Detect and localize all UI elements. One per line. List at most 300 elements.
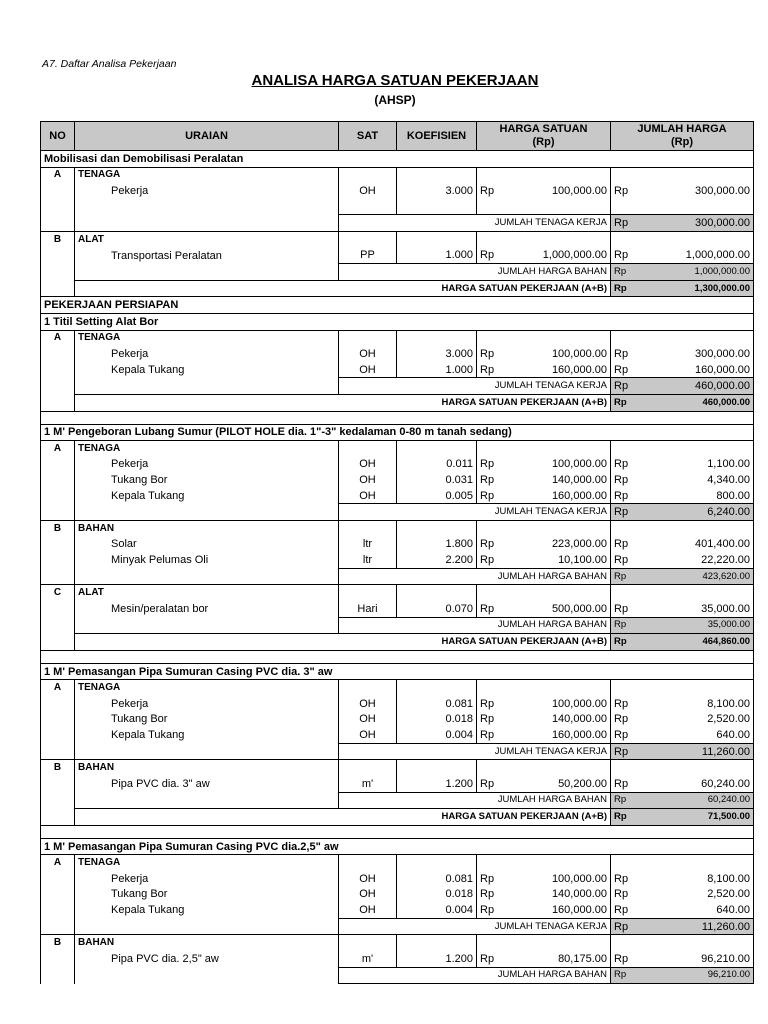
subtotal-row: [41, 378, 754, 395]
rp-label: Rp: [480, 489, 495, 502]
item-coefficient: 0.031: [397, 472, 477, 488]
item-coefficient: 0.018: [397, 712, 477, 728]
item-unit: OH: [339, 472, 397, 488]
rp-label: Rp: [480, 952, 495, 965]
item-unit: ltr: [339, 552, 397, 568]
rp-label: Rp: [614, 713, 629, 726]
item-unit-price: 1,000,000.00: [507, 248, 611, 264]
rp-label: Rp: [611, 215, 641, 232]
item-name: Kepala Tukang: [75, 727, 339, 743]
table-row: [41, 183, 754, 199]
cell-blank: [41, 967, 75, 984]
cell-blank: [477, 199, 507, 215]
table-row: [41, 488, 754, 504]
cell-blank: [41, 887, 75, 903]
cell-blank: [41, 743, 75, 760]
item-name: Minyak Pelumas Oli: [75, 552, 339, 568]
page-title: ANALISA HARGA SATUAN PEKERJAAN: [251, 72, 539, 89]
item-name: Mesin/peralatan bor: [75, 601, 339, 617]
section-title-row: [41, 838, 754, 855]
cell-blank: [507, 855, 611, 871]
item-coefficient: 1.200: [397, 951, 477, 967]
cell-blank: [641, 585, 754, 601]
cell-blank: [339, 521, 397, 537]
section-title: Mobilisasi dan Demobilisasi Peralatan: [41, 151, 754, 168]
cell-blank: [41, 918, 75, 935]
subtotal-value: 460,000.00: [641, 378, 754, 395]
item-coefficient: 0.018: [397, 887, 477, 903]
cell-blank: [41, 457, 75, 473]
subtotal-label: JUMLAH TENAGA KERJA: [339, 743, 611, 760]
table-header-row: [41, 122, 754, 151]
grand-total-row: [41, 809, 754, 826]
spacer-row: [41, 199, 754, 215]
category-letter: B: [41, 935, 75, 951]
cell-blank: [339, 231, 397, 247]
item-name: Tukang Bor: [75, 887, 339, 903]
item-name: Pekerja: [75, 696, 339, 712]
category-row: [41, 585, 754, 601]
item-unit: OH: [339, 696, 397, 712]
category-row: [41, 231, 754, 247]
item-name: Transportasi Peralatan: [75, 248, 339, 264]
separator-row: [41, 825, 754, 838]
category-name: BAHAN: [75, 760, 339, 776]
subtotal-label: JUMLAH TENAGA KERJA: [339, 378, 611, 395]
item-unit-price: 50,200.00: [507, 776, 611, 792]
cell-blank: [507, 760, 611, 776]
category-row: [41, 680, 754, 696]
cell-blank: [75, 918, 339, 935]
cell-blank: [41, 280, 75, 297]
subtotal-label: JUMLAH HARGA BAHAN: [339, 967, 611, 984]
item-coefficient: 1.000: [397, 248, 477, 264]
section-title: 1 M' Pengeboran Lubang Sumur (PILOT HOLE dia. 1"-3" kedalaman 0-80 m tanah sedang): [41, 424, 754, 441]
cell-blank: [41, 472, 75, 488]
item-name: Kepala Tukang: [75, 902, 339, 918]
subtotal-value: 11,260.00: [641, 918, 754, 935]
subtotal-label: JUMLAH TENAGA KERJA: [339, 918, 611, 935]
item-total: 1,000,000.00: [641, 248, 754, 264]
item-unit: m': [339, 776, 397, 792]
cell-blank: [41, 264, 75, 281]
subtotal-row: [41, 504, 754, 521]
cell-blank: [477, 680, 507, 696]
item-unit-price: 100,000.00: [507, 346, 611, 362]
subtotal-value: 300,000.00: [641, 215, 754, 232]
grand-total-label: HARGA SATUAN PEKERJAAN (A+B): [75, 809, 611, 826]
cell-blank: [41, 650, 754, 663]
category-name: ALAT: [75, 231, 339, 247]
subtotal-row: [41, 792, 754, 809]
rp-label: Rp: [611, 967, 641, 984]
cell-blank: [41, 552, 75, 568]
cell-blank: [41, 215, 75, 232]
item-coefficient: 0.081: [397, 871, 477, 887]
subtotal-row: [41, 918, 754, 935]
item-name: Pipa PVC dia. 3" aw: [75, 776, 339, 792]
item-coefficient: 1.800: [397, 537, 477, 553]
item-unit: OH: [339, 362, 397, 378]
item-unit-price: 100,000.00: [507, 457, 611, 473]
category-row: [41, 935, 754, 951]
cell-blank: [339, 585, 397, 601]
grand-total-value: 464,860.00: [641, 634, 754, 651]
cell-blank: [41, 504, 75, 521]
rp-label: Rp: [611, 792, 641, 809]
rp-label: Rp: [614, 347, 629, 360]
item-unit-price: 160,000.00: [507, 488, 611, 504]
rp-label: Rp: [480, 474, 495, 487]
item-total: 300,000.00: [641, 183, 754, 199]
cell-blank: [641, 935, 754, 951]
section-title: 1 M' Pemasangan Pipa Sumuran Casing PVC dia.2,5" aw: [41, 838, 754, 855]
cell-blank: [397, 330, 477, 346]
subtotal-value: 1,000,000.00: [641, 264, 754, 281]
category-letter: B: [41, 760, 75, 776]
cell-blank: [611, 231, 641, 247]
table-row: [41, 712, 754, 728]
cell-blank: [477, 855, 507, 871]
item-total: 160,000.00: [641, 362, 754, 378]
section-title: 1 M' Pemasangan Pipa Sumuran Casing PVC dia. 3" aw: [41, 663, 754, 680]
subtotal-label: JUMLAH HARGA BAHAN: [339, 264, 611, 281]
rp-label: Rp: [614, 249, 629, 262]
item-unit: OH: [339, 457, 397, 473]
cell-blank: [397, 167, 477, 183]
table-row: [41, 457, 754, 473]
rp-label: Rp: [614, 777, 629, 790]
rp-label: Rp: [611, 634, 641, 651]
category-name: BAHAN: [75, 935, 339, 951]
item-unit-price: 140,000.00: [507, 472, 611, 488]
header-harga-satuan: HARGA SATUAN (Rp): [477, 122, 611, 151]
cell-blank: [611, 855, 641, 871]
cell-blank: [41, 792, 75, 809]
table-row: [41, 537, 754, 553]
cell-blank: [75, 792, 339, 809]
item-total: 800.00: [641, 488, 754, 504]
document-caption: A7. Daftar Analisa Pekerjaan: [42, 58, 177, 70]
cell-blank: [641, 441, 754, 457]
item-unit-price: 223,000.00: [507, 537, 611, 553]
rp-label: Rp: [480, 458, 495, 471]
table-row: [41, 776, 754, 792]
cell-blank: [41, 199, 75, 215]
cell-blank: [397, 680, 477, 696]
cell-blank: [339, 935, 397, 951]
cell-blank: [75, 264, 339, 281]
subtotal-row: [41, 617, 754, 634]
table-row: [41, 346, 754, 362]
section-title: 1 Titil Setting Alat Bor: [41, 313, 754, 330]
rp-label: Rp: [614, 872, 629, 885]
cell-blank: [41, 712, 75, 728]
category-name: BAHAN: [75, 521, 339, 537]
cell-blank: [641, 855, 754, 871]
rp-label: Rp: [480, 554, 495, 567]
subtotal-value: 35,000.00: [641, 617, 754, 634]
cell-blank: [41, 248, 75, 264]
item-unit-price: 100,000.00: [507, 183, 611, 199]
cell-blank: [397, 760, 477, 776]
subtotal-row: [41, 967, 754, 984]
cell-blank: [339, 199, 397, 215]
cell-blank: [507, 441, 611, 457]
subtotal-value: 423,620.00: [641, 568, 754, 585]
item-name: Pekerja: [75, 457, 339, 473]
item-name: Kepala Tukang: [75, 362, 339, 378]
rp-label: Rp: [611, 280, 641, 297]
separator-row: [41, 650, 754, 663]
item-unit: OH: [339, 712, 397, 728]
subtotal-label: JUMLAH HARGA BAHAN: [339, 617, 611, 634]
rp-label: Rp: [611, 918, 641, 935]
cell-blank: [611, 199, 641, 215]
section-title-row: [41, 663, 754, 680]
cell-blank: [641, 231, 754, 247]
item-coefficient: 0.070: [397, 601, 477, 617]
table-row: [41, 727, 754, 743]
grand-total-row: [41, 394, 754, 411]
rp-label: Rp: [614, 728, 629, 741]
item-name: Pekerja: [75, 871, 339, 887]
item-unit-price: 100,000.00: [507, 696, 611, 712]
category-row: [41, 441, 754, 457]
rp-label: Rp: [480, 888, 495, 901]
category-row: [41, 521, 754, 537]
rp-label: Rp: [480, 713, 495, 726]
item-unit-price: 160,000.00: [507, 362, 611, 378]
item-unit: OH: [339, 183, 397, 199]
cell-blank: [41, 809, 75, 826]
category-name: TENAGA: [75, 680, 339, 696]
item-total: 640.00: [641, 727, 754, 743]
rp-label: Rp: [480, 872, 495, 885]
rp-label: Rp: [614, 489, 629, 502]
item-total: 640.00: [641, 902, 754, 918]
rp-label: Rp: [480, 728, 495, 741]
table-row: [41, 552, 754, 568]
cell-blank: [507, 330, 611, 346]
rp-label: Rp: [614, 888, 629, 901]
cell-blank: [41, 951, 75, 967]
cell-blank: [507, 585, 611, 601]
rp-label: Rp: [614, 363, 629, 376]
cell-blank: [41, 346, 75, 362]
table-row: [41, 902, 754, 918]
item-name: Kepala Tukang: [75, 488, 339, 504]
rp-label: Rp: [611, 394, 641, 411]
cell-blank: [477, 330, 507, 346]
item-unit: OH: [339, 346, 397, 362]
subtotal-value: 6,240.00: [641, 504, 754, 521]
cell-blank: [477, 441, 507, 457]
item-coefficient: 2.200: [397, 552, 477, 568]
item-name: Pekerja: [75, 183, 339, 199]
category-letter: B: [41, 231, 75, 247]
item-coefficient: 3.000: [397, 346, 477, 362]
subtotal-label: JUMLAH TENAGA KERJA: [339, 215, 611, 232]
item-total: 60,240.00: [641, 776, 754, 792]
table-row: [41, 696, 754, 712]
cell-blank: [339, 760, 397, 776]
cell-blank: [611, 760, 641, 776]
cell-blank: [477, 167, 507, 183]
cell-blank: [41, 183, 75, 199]
rp-label: Rp: [480, 903, 495, 916]
cell-blank: [611, 935, 641, 951]
section-title-row: [41, 151, 754, 168]
cell-blank: [397, 441, 477, 457]
subtotal-row: [41, 215, 754, 232]
cell-blank: [507, 167, 611, 183]
rp-label: Rp: [611, 617, 641, 634]
rp-label: Rp: [611, 743, 641, 760]
category-letter: A: [41, 441, 75, 457]
grand-total-label: HARGA SATUAN PEKERJAAN (A+B): [75, 394, 611, 411]
cell-blank: [507, 231, 611, 247]
section-title-row: [41, 313, 754, 330]
rp-label: Rp: [480, 184, 495, 197]
item-total: 2,520.00: [641, 887, 754, 903]
header-jumlah-harga: JUMLAH HARGA (Rp): [611, 122, 754, 151]
section-title: PEKERJAAN PERSIAPAN: [41, 297, 754, 314]
cell-blank: [75, 743, 339, 760]
table-row: [41, 248, 754, 264]
rp-label: Rp: [614, 184, 629, 197]
subtotal-value: 11,260.00: [641, 743, 754, 760]
rp-label: Rp: [614, 474, 629, 487]
section-title-row: [41, 297, 754, 314]
cell-blank: [339, 855, 397, 871]
item-unit: Hari: [339, 601, 397, 617]
category-name: ALAT: [75, 585, 339, 601]
subtotal-value: 60,240.00: [641, 792, 754, 809]
rp-label: Rp: [614, 458, 629, 471]
cell-blank: [641, 167, 754, 183]
cell-blank: [611, 330, 641, 346]
rp-label: Rp: [480, 363, 495, 376]
cell-blank: [41, 902, 75, 918]
item-total: 96,210.00: [641, 951, 754, 967]
table-row: [41, 362, 754, 378]
item-unit-price: 140,000.00: [507, 712, 611, 728]
category-letter: A: [41, 167, 75, 183]
cell-blank: [507, 935, 611, 951]
item-unit-price: 80,175.00: [507, 951, 611, 967]
cell-blank: [477, 935, 507, 951]
cell-blank: [75, 215, 339, 232]
rp-label: Rp: [480, 777, 495, 790]
cell-blank: [507, 680, 611, 696]
rp-label: Rp: [611, 264, 641, 281]
category-letter: A: [41, 855, 75, 871]
item-total: 22,220.00: [641, 552, 754, 568]
table-row: [41, 887, 754, 903]
cell-blank: [41, 378, 75, 395]
grand-total-label: HARGA SATUAN PEKERJAAN (A+B): [75, 634, 611, 651]
ahsp-table: [40, 121, 754, 984]
cell-blank: [477, 231, 507, 247]
section-title-row: [41, 424, 754, 441]
cell-blank: [41, 488, 75, 504]
item-unit: OH: [339, 488, 397, 504]
separator-row: [41, 411, 754, 424]
header-uraian: URAIAN: [75, 122, 339, 151]
item-unit: ltr: [339, 537, 397, 553]
grand-total-value: 1,300,000.00: [641, 280, 754, 297]
item-total: 8,100.00: [641, 696, 754, 712]
rp-label: Rp: [480, 538, 495, 551]
subtotal-label: JUMLAH HARGA BAHAN: [339, 568, 611, 585]
grand-total-row: [41, 280, 754, 297]
item-total: 8,100.00: [641, 871, 754, 887]
cell-blank: [641, 199, 754, 215]
cell-blank: [339, 441, 397, 457]
rp-label: Rp: [480, 602, 495, 615]
cell-blank: [75, 378, 339, 395]
rp-label: Rp: [614, 903, 629, 916]
cell-blank: [41, 825, 754, 838]
category-letter: A: [41, 680, 75, 696]
cell-blank: [641, 680, 754, 696]
rp-label: Rp: [614, 554, 629, 567]
subtotal-value: 96,210.00: [641, 967, 754, 984]
header-no: NO: [41, 122, 75, 151]
cell-blank: [339, 167, 397, 183]
cell-blank: [41, 871, 75, 887]
rp-label: Rp: [480, 697, 495, 710]
cell-blank: [397, 521, 477, 537]
subtotal-label: JUMLAH HARGA BAHAN: [339, 792, 611, 809]
header-koefisien: KOEFISIEN: [397, 122, 477, 151]
item-unit: OH: [339, 902, 397, 918]
category-name: TENAGA: [75, 855, 339, 871]
item-total: 300,000.00: [641, 346, 754, 362]
cell-blank: [41, 601, 75, 617]
item-unit-price: 140,000.00: [507, 887, 611, 903]
item-unit: OH: [339, 887, 397, 903]
item-coefficient: 3.000: [397, 183, 477, 199]
cell-blank: [339, 680, 397, 696]
cell-blank: [41, 394, 75, 411]
item-coefficient: 0.011: [397, 457, 477, 473]
subtotal-row: [41, 568, 754, 585]
subtotal-row: [41, 264, 754, 281]
cell-blank: [641, 521, 754, 537]
item-name: Tukang Bor: [75, 472, 339, 488]
header-sat: SAT: [339, 122, 397, 151]
cell-blank: [641, 330, 754, 346]
category-letter: A: [41, 330, 75, 346]
grand-total-row: [41, 634, 754, 651]
cell-blank: [41, 362, 75, 378]
rp-label: Rp: [614, 602, 629, 615]
table-row: [41, 472, 754, 488]
item-coefficient: 1.200: [397, 776, 477, 792]
cell-blank: [611, 441, 641, 457]
category-row: [41, 330, 754, 346]
rp-label: Rp: [611, 504, 641, 521]
cell-blank: [41, 634, 75, 651]
page-subtitle: (AHSP): [374, 93, 416, 107]
grand-total-value: 460,000.00: [641, 394, 754, 411]
cell-blank: [507, 521, 611, 537]
item-coefficient: 0.081: [397, 696, 477, 712]
category-row: [41, 167, 754, 183]
cell-blank: [397, 199, 477, 215]
